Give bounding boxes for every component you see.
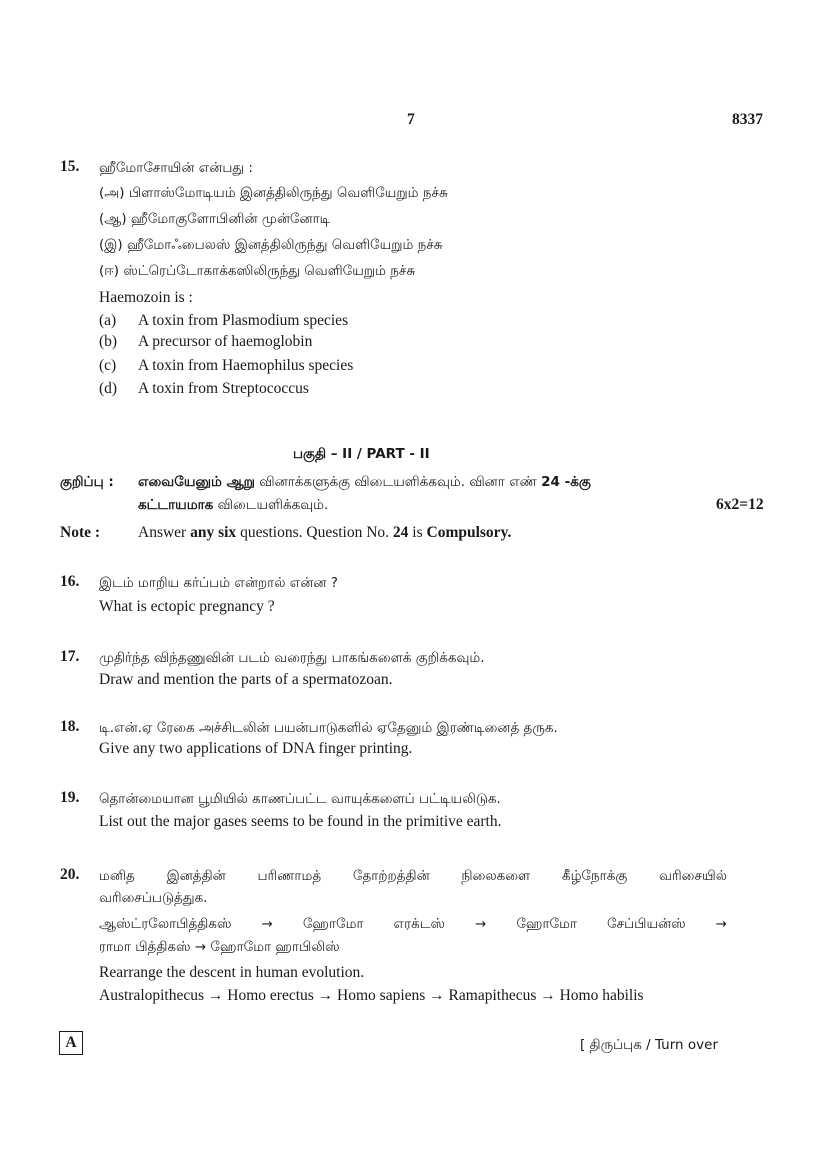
question-number: 19.: [60, 789, 80, 806]
option-label: (b): [99, 333, 118, 350]
series-box: A: [59, 1031, 83, 1055]
question-stem-tamil: ஹீமோசோயின் என்பது :: [99, 160, 253, 176]
question-tamil-line1: மனித இனத்தின் பரிணாமத் தோற்றத்தின் நிலைகளை கீழ்நோக்கு வரிசையில்: [99, 868, 727, 884]
note-tamil-line2: கட்டாயமாக விடையளிக்கவும்.: [138, 497, 329, 513]
question-english-line1: Rearrange the descent in human evolution.: [99, 964, 365, 981]
option-tamil: (அ) பிளாஸ்மோடியம் இனத்திலிருந்து வெளியேறும் நச்சு: [99, 185, 448, 201]
note-tamil-label: குறிப்பு :: [60, 474, 114, 490]
page-number: 7: [407, 111, 415, 128]
option-tamil: (ஈ) ஸ்ட்ரெப்டோகாக்கஸிலிருந்து வெளியேறும் நச்சு: [99, 263, 416, 279]
note-tamil-line1: எவையேனும் ஆறு வினாக்களுக்கு விடையளிக்கவும். வினா எண் 24 -க்கு: [138, 474, 591, 490]
option-text: A toxin from Streptococcus: [138, 380, 309, 397]
question-number: 18.: [60, 718, 80, 735]
part-title: பகுதி – II / PART - II: [293, 446, 430, 462]
note-english-label: Note :: [60, 524, 101, 541]
question-english: Give any two applications of DNA finger printing.: [99, 740, 413, 757]
option-text: A precursor of haemoglobin: [138, 333, 313, 350]
option-tamil: (ஆ) ஹீமோகுளோபினின் முன்னோடி: [99, 211, 331, 227]
question-number: 15.: [60, 158, 80, 175]
question-stem-english: Haemozoin is :: [99, 289, 193, 306]
question-english: What is ectopic pregnancy ?: [99, 598, 275, 615]
note-english-text: Answer any six questions. Question No. 24 is Compulsory.: [138, 524, 512, 541]
option-text: A toxin from Plasmodium species: [138, 312, 349, 329]
question-tamil: முதிர்ந்த விந்தணுவின் படம் வரைந்து பாகங்களைக் குறிக்கவும்.: [99, 650, 485, 666]
question-number: 16.: [60, 573, 80, 590]
question-number: 17.: [60, 648, 80, 665]
question-number: 20.: [60, 866, 80, 883]
option-text: A toxin from Haemophilus species: [138, 357, 354, 374]
paper-code: 8337: [732, 111, 763, 128]
question-tamil-line2: வரிசைப்படுத்துக.: [99, 890, 208, 906]
question-tamil: தொன்மையான பூமியில் காணப்பட்ட வாயுக்களைப் பட்டியலிடுக.: [99, 791, 501, 807]
question-english: List out the major gases seems to be found in the primitive earth.: [99, 813, 502, 830]
option-label: (a): [99, 312, 117, 329]
marks-allocation: 6x2=12: [716, 496, 764, 513]
question-english: Draw and mention the parts of a spermatozoan.: [99, 671, 393, 688]
question-tamil-sequence-line1: ஆஸ்ட்ரலோபித்திகஸ் → ஹோமோ எரக்டஸ் → ஹோமோ சேப்பியன்ஸ் →: [99, 916, 727, 932]
option-tamil: (இ) ஹீமோஃபைலஸ் இனத்திலிருந்து வெளியேறும் நச்சு: [99, 237, 443, 253]
option-label: (c): [99, 357, 117, 374]
question-tamil-sequence-line2: ராமா பித்திகஸ் → ஹோமோ ஹாபிலிஸ்: [99, 939, 340, 955]
option-label: (d): [99, 380, 118, 397]
turn-over-label: [ திருப்புக / Turn over: [580, 1037, 719, 1053]
question-tamil: டி.என்.ஏ ரேகை அச்சிடலின் பயன்பாடுகளில் ஏதேனும் இரண்டினைத் தருக.: [99, 720, 558, 736]
question-tamil: இடம் மாறிய கர்ப்பம் என்றால் என்ன ?: [99, 575, 338, 591]
question-english-sequence: Australopithecus → Homo erectus → Homo sapiens → Ramapithecus → Homo habilis: [99, 987, 644, 1004]
